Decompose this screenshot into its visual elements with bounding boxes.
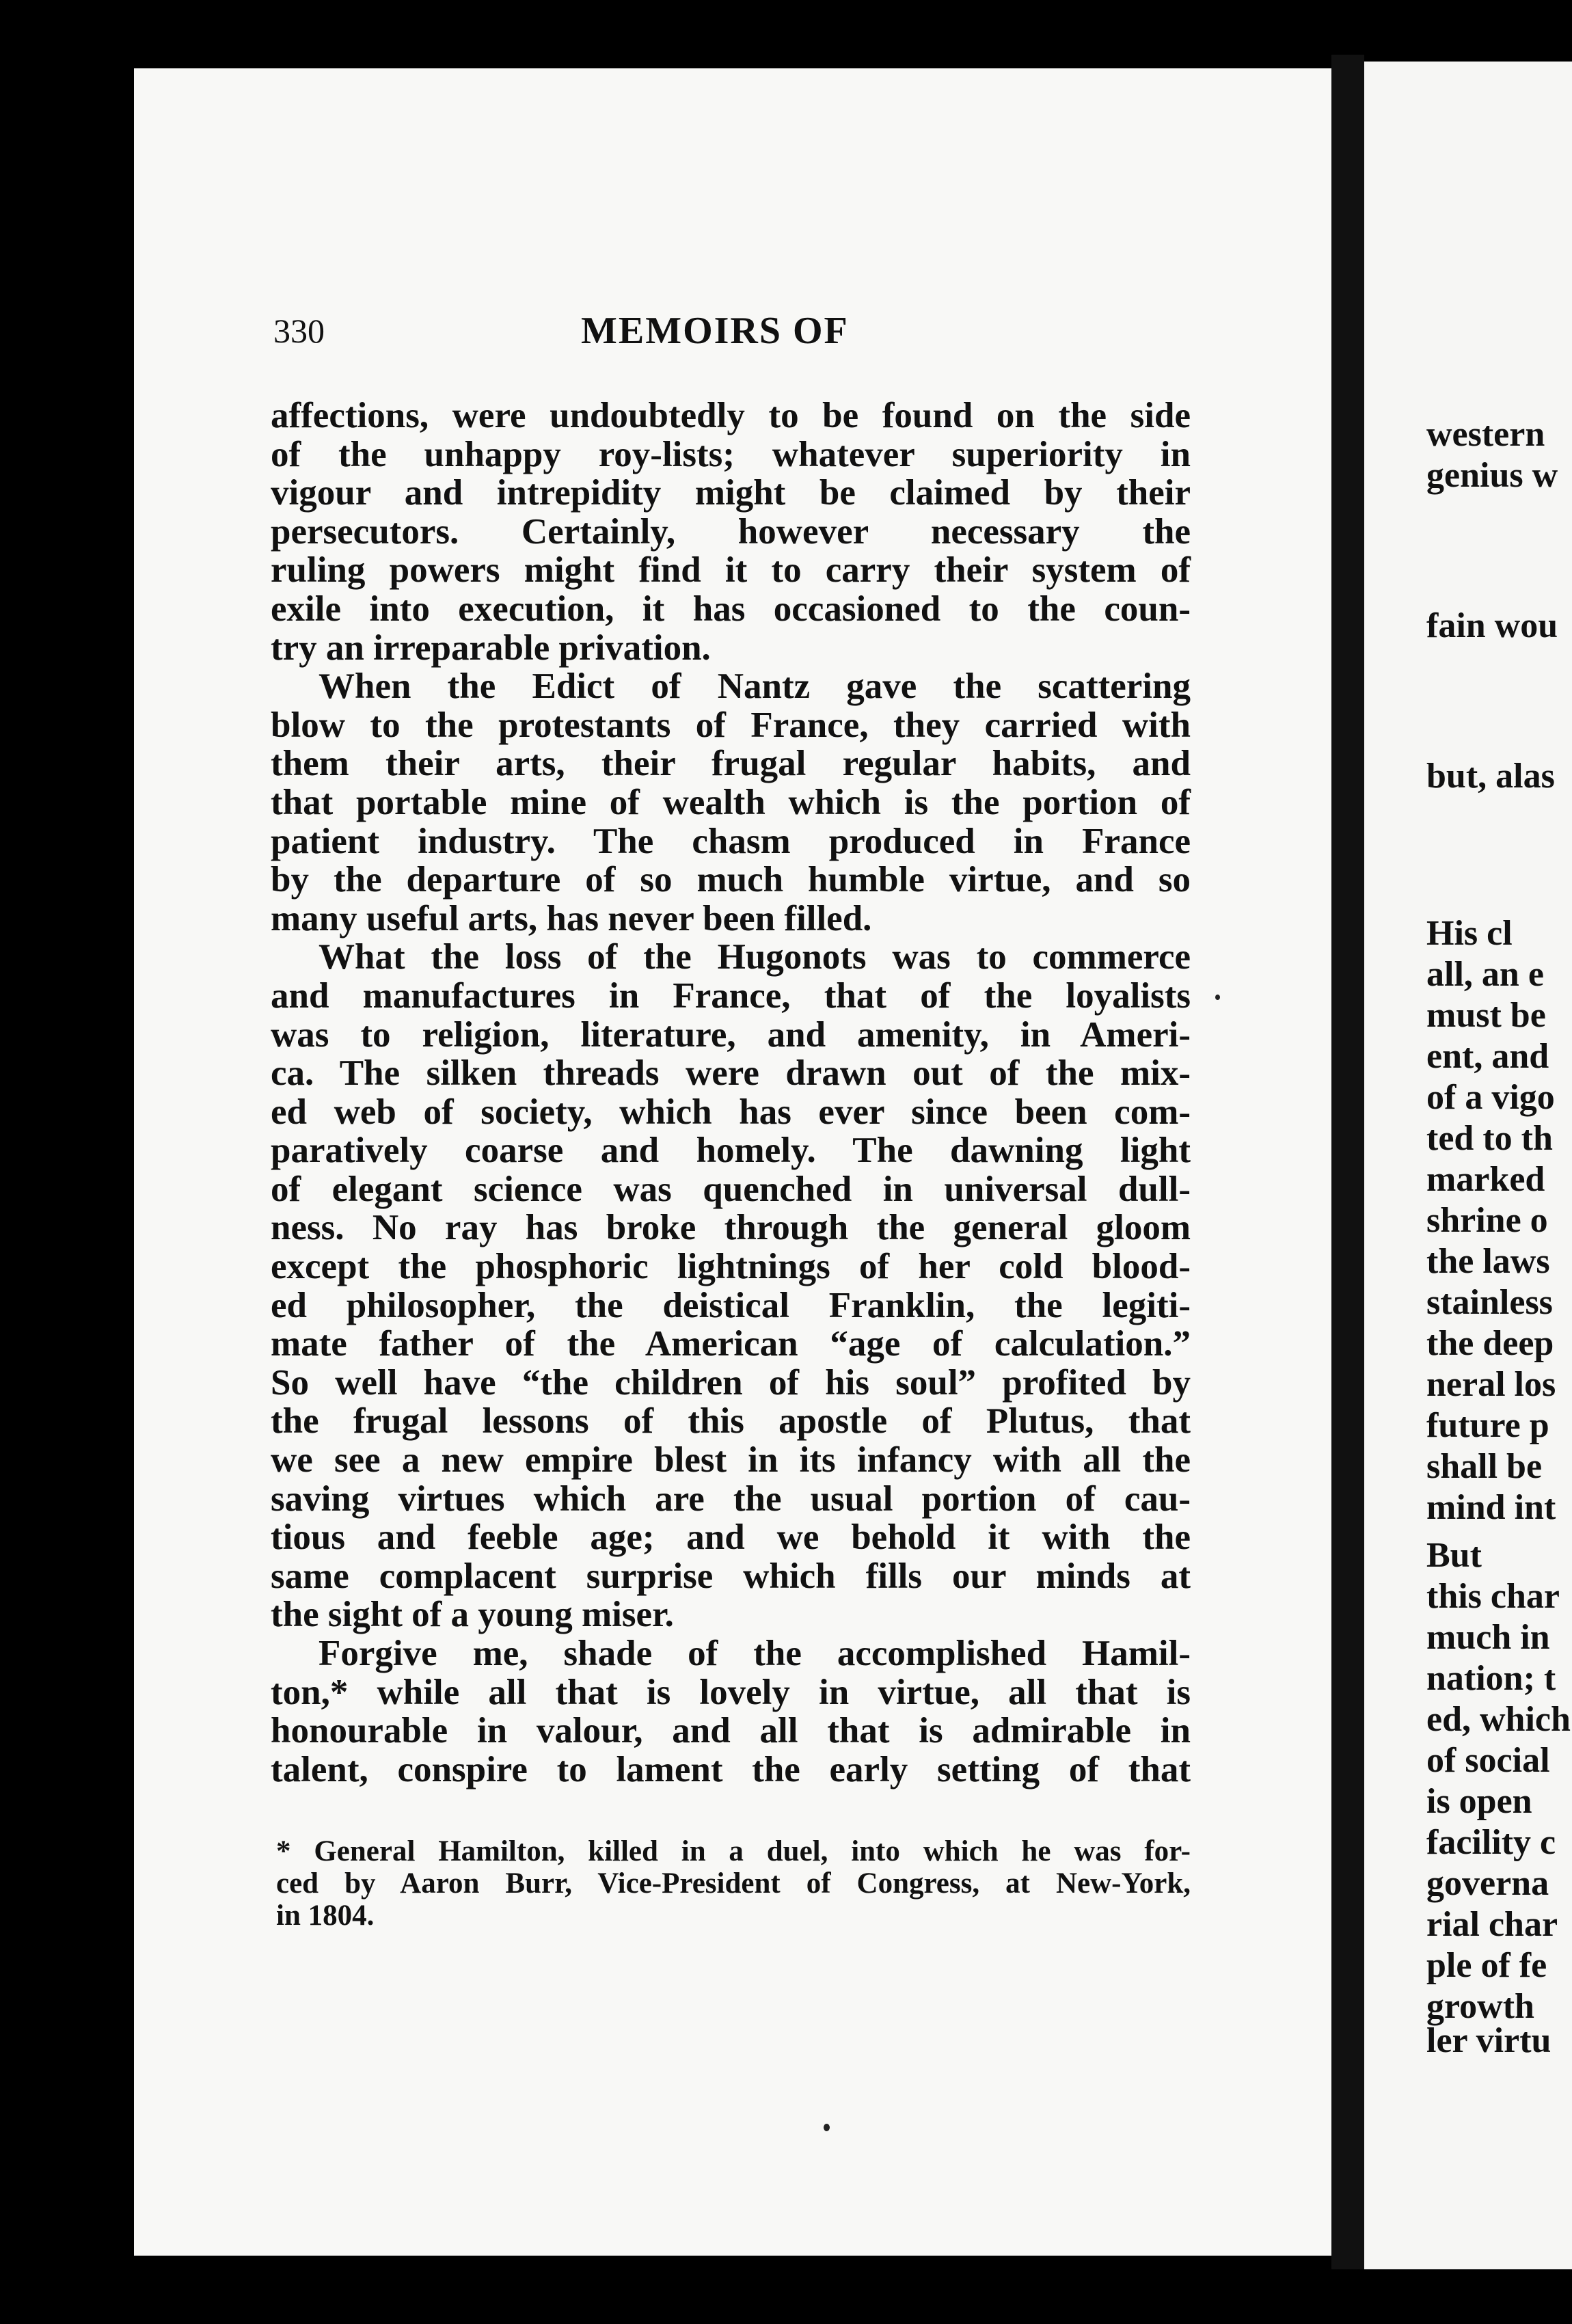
right-page-line: ple of fe: [1426, 1946, 1547, 1985]
text-line: saving virtues which are the usual portion of cau-: [271, 1478, 1191, 1519]
text-line: the frugal lessons of this apostle of Plutus, that: [271, 1401, 1191, 1442]
right-page-line: shall be: [1426, 1447, 1543, 1486]
text-line: ca. The silken threads were drawn out of the mix-: [271, 1053, 1191, 1094]
right-page-line: His cl: [1426, 914, 1513, 953]
footnote-line: in 1804.: [276, 1900, 375, 1932]
text-line: Forgive me, shade of the accomplished Hamil-: [319, 1634, 1191, 1673]
right-page-line: fain wou: [1426, 606, 1558, 645]
page-number: 330: [273, 312, 325, 350]
text-line: we see a new empire blest in its infancy with all the: [271, 1440, 1191, 1481]
text-line: ton,* while all that is lovely in virtue, all that is: [271, 1672, 1191, 1712]
text-line: and manufactures in France, that of the loyalists: [271, 975, 1191, 1016]
right-page-line: shrine o: [1426, 1201, 1548, 1240]
body-text: [271, 396, 1191, 1789]
text-line: exile into execution, it has occasioned to the coun-: [271, 589, 1191, 629]
book-spine: [1331, 55, 1364, 2269]
right-page-line: neral los: [1426, 1365, 1556, 1404]
text-line: ed philosopher, the deistical Franklin, the legiti-: [271, 1285, 1191, 1325]
footnote: [276, 1835, 1191, 1932]
right-page-line: ted to th: [1426, 1119, 1553, 1158]
ink-speck: [1215, 995, 1220, 1000]
text-line: patient industry. The chasm produced in France: [271, 821, 1191, 861]
text-line: ness. No ray has broke through the general gloom: [271, 1208, 1191, 1248]
text-line: When the Edict of Nantz gave the scattering: [319, 666, 1191, 707]
text-line: talent, conspire to lament the early setting of that: [271, 1749, 1191, 1789]
text-line: affections, were undoubtedly to be found on the side: [271, 396, 1191, 435]
right-page-line: ler virtu: [1426, 2021, 1551, 2060]
right-page-line: stainless: [1426, 1283, 1553, 1322]
footnote-line: * General Hamilton, killed in a duel, into which he was for-: [276, 1835, 1191, 1867]
text-line: try an irreparable privation.: [271, 627, 711, 668]
text-line: them their arts, their frugal regular habits, and: [271, 744, 1191, 784]
right-page-line: ent, and: [1426, 1037, 1549, 1076]
right-page-line: growth: [1426, 1987, 1534, 2026]
footnote-line: ced by Aaron Burr, Vice-President of Congress, at New-York,: [276, 1867, 1191, 1900]
right-page-line: marked: [1426, 1160, 1545, 1199]
right-page-line: rial char: [1426, 1905, 1558, 1944]
ink-speck: [824, 2124, 830, 2131]
right-page-line: But: [1426, 1536, 1482, 1575]
text-line: was to religion, literature, and amenity, in Ameri-: [271, 1014, 1191, 1055]
right-page-line: mind int: [1426, 1488, 1556, 1527]
right-page-line: facility c: [1426, 1823, 1556, 1862]
right-page-line: all, an e: [1426, 955, 1544, 994]
text-line: of elegant science was quenched in universal dull-: [271, 1169, 1191, 1209]
right-page-line: much in: [1426, 1618, 1550, 1657]
text-line: mate father of the American “age of calculation.”: [271, 1324, 1191, 1364]
text-line: persecutors. Certainly, however necessary the: [271, 511, 1191, 552]
right-page-line: ed, which: [1426, 1700, 1571, 1739]
text-line: honourable in valour, and all that is admirable in: [271, 1711, 1191, 1751]
text-line: of the unhappy roy-lists; whatever superiority in: [271, 434, 1191, 474]
right-page-line: genius w: [1426, 456, 1558, 495]
text-line: the sight of a young miser.: [271, 1595, 674, 1635]
text-line: many useful arts, has never been filled.: [271, 898, 872, 938]
right-page-line: is open: [1426, 1782, 1532, 1821]
text-line: by the departure of so much humble virtue, and so: [271, 860, 1191, 900]
right-page-line: must be: [1426, 996, 1546, 1035]
right-page-line: future p: [1426, 1406, 1549, 1445]
text-line: ed web of society, which has ever since been com-: [271, 1092, 1191, 1132]
right-page-line: western: [1426, 415, 1545, 454]
text-line: that portable mine of wealth which is the portion of: [271, 782, 1191, 822]
right-page-line: the deep: [1426, 1324, 1554, 1363]
right-page-line: of social: [1426, 1741, 1550, 1780]
right-page-line: the laws: [1426, 1242, 1550, 1281]
text-line: vigour and intrepidity might be claimed by their: [271, 473, 1191, 513]
text-line: blow to the protestants of France, they carried with: [271, 705, 1191, 745]
right-page-line: nation; t: [1426, 1659, 1556, 1698]
text-line: ruling powers might find it to carry their system of: [271, 550, 1191, 591]
text-line: paratively coarse and homely. The dawning light: [271, 1131, 1191, 1171]
text-line: same complacent surprise which fills our minds at: [271, 1556, 1191, 1596]
right-page-line: this char: [1426, 1577, 1560, 1616]
text-line: except the phosphoric lightnings of her cold blood-: [271, 1247, 1191, 1287]
text-line: So well have “the children of his soul” profited by: [271, 1362, 1191, 1403]
right-page-line: but, alas: [1426, 757, 1555, 796]
right-page-line: of a vigo: [1426, 1078, 1555, 1117]
text-line: tious and feeble age; and we behold it with the: [271, 1517, 1191, 1558]
right-page-line: governa: [1426, 1864, 1549, 1903]
running-head: MEMOIRS OF: [581, 310, 849, 352]
text-line: What the loss of the Hugonots was to commerce: [319, 937, 1191, 977]
